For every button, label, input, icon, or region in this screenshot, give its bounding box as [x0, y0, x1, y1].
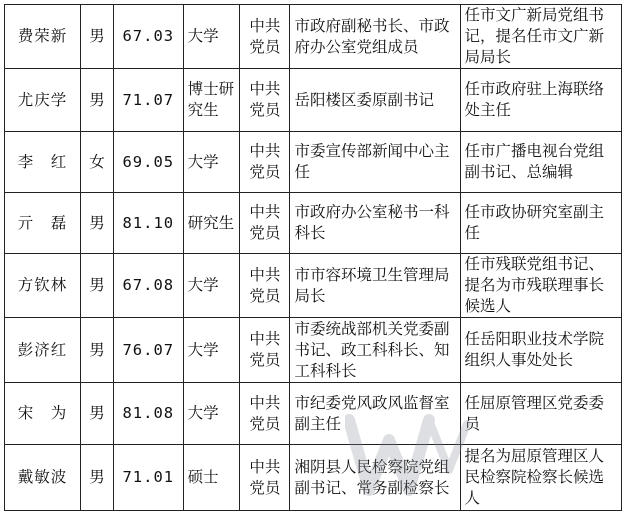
party-cell: 中共党员: [240, 383, 290, 445]
sex-cell: 女: [80, 132, 113, 193]
new-post-cell: 提名为屈原管理区人民检察院检察长候选人: [460, 445, 622, 511]
birth-cell: 81.10: [114, 193, 184, 254]
education-cell: 硕士: [183, 445, 240, 511]
table-row: [5, 383, 622, 445]
new-post-cell: 任市政协研究室副主任: [460, 193, 622, 254]
name-cell: 戴敏波: [5, 445, 81, 511]
party-cell: 中共党员: [240, 318, 290, 383]
new-post-cell: 任市残联党组书记、提名为市残联理事长候选人: [460, 254, 622, 318]
new-post-cell: 任岳阳职业技术学院组织人事处处长: [460, 318, 622, 383]
education-cell: 大学: [183, 254, 240, 318]
sex-cell: 男: [80, 445, 113, 511]
table-row: [5, 254, 622, 318]
previous-post-cell: 市政府副秘书长、市政府办公室党组成员: [290, 5, 460, 69]
party-cell: 中共党员: [240, 254, 290, 318]
sex-cell: 男: [80, 383, 113, 445]
table-row: [5, 132, 622, 193]
birth-cell: 67.08: [114, 254, 184, 318]
name-cell: 亓 磊: [5, 193, 81, 254]
birth-cell: 76.07: [114, 318, 184, 383]
table-row: [5, 5, 622, 69]
education-cell: 大学: [183, 132, 240, 193]
birth-cell: 71.07: [114, 69, 184, 132]
education-cell: 大学: [183, 383, 240, 445]
table-row: [5, 193, 622, 254]
table-row: [5, 318, 622, 383]
previous-post-cell: 市纪委党风政风监督室副主任: [290, 383, 460, 445]
previous-post-cell: 岳阳楼区委原副书记: [290, 69, 460, 132]
new-post-cell: 任屈原管理区党委委员: [460, 383, 622, 445]
birth-cell: 69.05: [114, 132, 184, 193]
party-cell: 中共党员: [240, 445, 290, 511]
name-cell: 尤庆学: [5, 69, 81, 132]
education-cell: 研究生: [183, 193, 240, 254]
previous-post-cell: 市委统战部机关党委副书记、政工科科长、知工科科长: [290, 318, 460, 383]
education-cell: 大学: [183, 318, 240, 383]
party-cell: 中共党员: [240, 5, 290, 69]
previous-post-cell: 市政府办公室秘书一科科长: [290, 193, 460, 254]
sex-cell: 男: [80, 69, 113, 132]
table-row: [5, 69, 622, 132]
sex-cell: 男: [80, 193, 113, 254]
name-cell: 彭济红: [5, 318, 81, 383]
name-cell: 李 红: [5, 132, 81, 193]
new-post-cell: 任市文广新局党组书记，提名任市文广新局局长: [460, 5, 622, 69]
new-post-cell: 任市广播电视台党组副书记、总编辑: [460, 132, 622, 193]
previous-post-cell: 湘阴县人民检察院党组副书记、常务副检察长: [290, 445, 460, 511]
name-cell: 宋 为: [5, 383, 81, 445]
birth-cell: 67.03: [114, 5, 184, 69]
education-cell: 大学: [183, 5, 240, 69]
sex-cell: 男: [80, 254, 113, 318]
sex-cell: 男: [80, 318, 113, 383]
party-cell: 中共党员: [240, 69, 290, 132]
birth-cell: 71.01: [114, 445, 184, 511]
personnel-table: [4, 4, 622, 511]
party-cell: 中共党员: [240, 132, 290, 193]
previous-post-cell: 市市容环境卫生管理局局长: [290, 254, 460, 318]
previous-post-cell: 市委宣传部新闻中心主任: [290, 132, 460, 193]
sex-cell: 男: [80, 5, 113, 69]
party-cell: 中共党员: [240, 193, 290, 254]
table-row: [5, 445, 622, 511]
name-cell: 费荣新: [5, 5, 81, 69]
new-post-cell: 任市政府驻上海联络处主任: [460, 69, 622, 132]
education-cell: 博士研究生: [183, 69, 240, 132]
birth-cell: 81.08: [114, 383, 184, 445]
name-cell: 方钦林: [5, 254, 81, 318]
